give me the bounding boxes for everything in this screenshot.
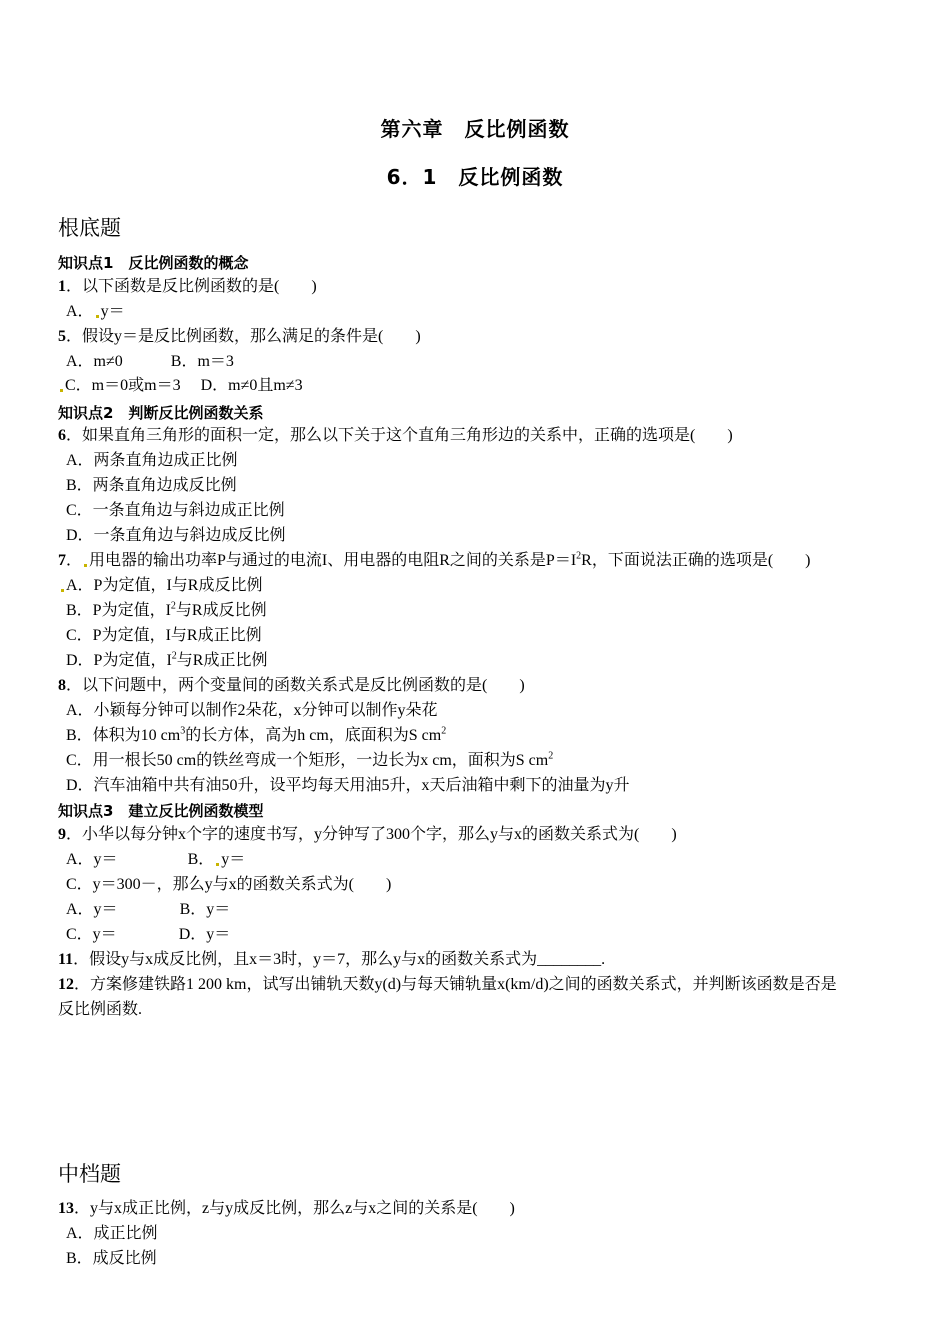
question-8-option-d: D．汽车油箱中共有油50升，设平均每天用油5升，x天后油箱中剩下的油量为y升 (66, 777, 630, 794)
option-text: D．P为定值，I (66, 652, 172, 669)
question-text: ．假设y＝是反比例函数，那么满足的条件是( ) (66, 328, 421, 345)
option-text: B．体积为10 cm (66, 727, 181, 744)
question-number: 9 (58, 826, 66, 843)
question-number: 6 (58, 427, 66, 444)
question-1-option-a (66, 302, 125, 322)
question-6-option-c: C．一条直角边与斜边成正比例 (66, 502, 285, 519)
anchor-mark-icon (61, 589, 64, 592)
question-number: 13 (58, 1200, 74, 1217)
superscript: 3 (180, 725, 186, 737)
question-8-option-b (66, 726, 446, 746)
option-b: y＝ (221, 851, 246, 868)
question-9-options-cd-repeat (66, 925, 230, 945)
question-text: ．以下问题中，两个变量间的函数关系式是反比例函数的是( ) (66, 677, 525, 694)
medium-heading: 中档题 (58, 1162, 121, 1186)
option-text: A．P为定值，I与R成反比例 (66, 577, 263, 594)
question-number: 8 (58, 677, 66, 694)
chapter-title: 第六章 反比例函数 (380, 117, 570, 141)
option-label: B． (187, 851, 215, 868)
knowledge-point-1: 知识点1 反比例函数的概念 (58, 254, 249, 272)
question-5 (58, 327, 421, 347)
question-11 (58, 950, 605, 970)
question-7-option-d (66, 651, 267, 671)
option-text: B．P为定值，I (66, 602, 171, 619)
option-text: y＝ (100, 303, 125, 320)
question-13-option-b: B．成反比例 (66, 1250, 157, 1267)
question-12-continued: 反比例函数. (58, 1001, 143, 1018)
question-text: ．如果直角三角形的面积一定，那么以下关于这个直角三角形边的关系中，正确的选项是( ) (66, 427, 733, 444)
question-number: 12 (58, 976, 74, 993)
question-text: 用电器的输出功率P与通过的电流I、用电器的电阻R之间的关系是P＝I (89, 552, 577, 569)
option-text: 与R成反比例 (175, 602, 267, 619)
question-7 (58, 551, 811, 571)
question-number: 1 (58, 278, 66, 295)
question-13 (58, 1199, 515, 1219)
option-text: C．用一根长50 cm的铁丝弯成一个矩形，一边长为x cm，面积为S cm (66, 752, 549, 769)
knowledge-point-3: 知识点3 建立反比例函数模型 (58, 802, 264, 820)
question-7-option-a (66, 576, 262, 596)
anchor-mark-icon (96, 315, 99, 318)
basic-heading: 根底题 (58, 216, 121, 240)
question-9 (58, 825, 677, 845)
question-number: 11 (58, 951, 74, 968)
option-d: D．y＝ (178, 926, 231, 943)
question-text: ．y与x成正比例，z与y成反比例，那么z与x之间的关系是( ) (74, 1200, 515, 1217)
question-number: 5 (58, 328, 66, 345)
question-13-option-a: A．成正比例 (66, 1225, 158, 1242)
option-c: C．y＝ (66, 926, 117, 943)
question-text: ．假设y与x成反比例，且x＝3时，y＝7，那么y与x的函数关系式为________. (73, 951, 606, 968)
question-6 (58, 426, 733, 446)
anchor-mark-icon (60, 389, 63, 392)
question-text: ．以下函数是反比例函数的是( ) (66, 278, 317, 295)
option-b: B．y＝ (179, 901, 231, 918)
superscript: 2 (576, 550, 582, 562)
superscript: 2 (170, 600, 176, 612)
option-label: A． (66, 303, 94, 320)
superscript: 2 (171, 650, 177, 662)
question-text: ．小华以每分钟x个字的速度书写，y分钟写了300个字，那么y与x的函数关系式为( ) (66, 826, 677, 843)
question-5-options-cd (58, 376, 303, 396)
option-text: 的长方体，高为h cm，底面积为S cm (185, 727, 442, 744)
option-a: A．y＝ (66, 851, 118, 868)
superscript: 2 (548, 750, 554, 762)
question-text: R，下面说法正确的选项是( ) (581, 552, 811, 569)
anchor-mark-icon (84, 564, 87, 567)
question-6-option-a: A．两条直角边成正比例 (66, 452, 238, 469)
anchor-mark-icon (216, 863, 219, 866)
question-12 (58, 975, 837, 995)
question-7-option-c: C．P为定值，I与R成正比例 (66, 627, 262, 644)
question-8 (58, 676, 525, 696)
option-text: 与R成正比例 (176, 652, 268, 669)
question-5-options-ab: A．m≠0 B．m＝3 (66, 353, 234, 370)
question-punct: ． (66, 552, 83, 569)
question-9-option-c: C．y＝300－，那么y与x的函数关系式为( ) (66, 876, 392, 893)
question-8-option-a: A．小颖每分钟可以制作2朵花，x分钟可以制作y朵花 (66, 702, 438, 719)
question-6-option-d: D．一条直角边与斜边成反比例 (66, 527, 286, 544)
option-a: A．y＝ (66, 901, 118, 918)
option-text: C．m＝0或m＝3 D．m≠0且m≠3 (65, 377, 303, 394)
section-title: 6．1 反比例函数 (386, 165, 564, 189)
question-number: 7 (58, 552, 66, 569)
question-7-option-b (66, 601, 267, 621)
question-6-option-b: B．两条直角边成反比例 (66, 477, 237, 494)
question-9-options-ab (66, 850, 245, 870)
question-text: ．方案修建铁路1 200 km，试写出铺轨天数y(d)与每天铺轨量x(km/d)之间的函数关系式，并判断该函数是否是 (74, 976, 837, 993)
question-1 (58, 277, 317, 297)
question-9-options-ab-repeat (66, 900, 230, 920)
question-8-option-c (66, 751, 553, 771)
superscript: 2 (441, 725, 447, 737)
knowledge-point-2: 知识点2 判断反比例函数关系 (58, 404, 264, 422)
